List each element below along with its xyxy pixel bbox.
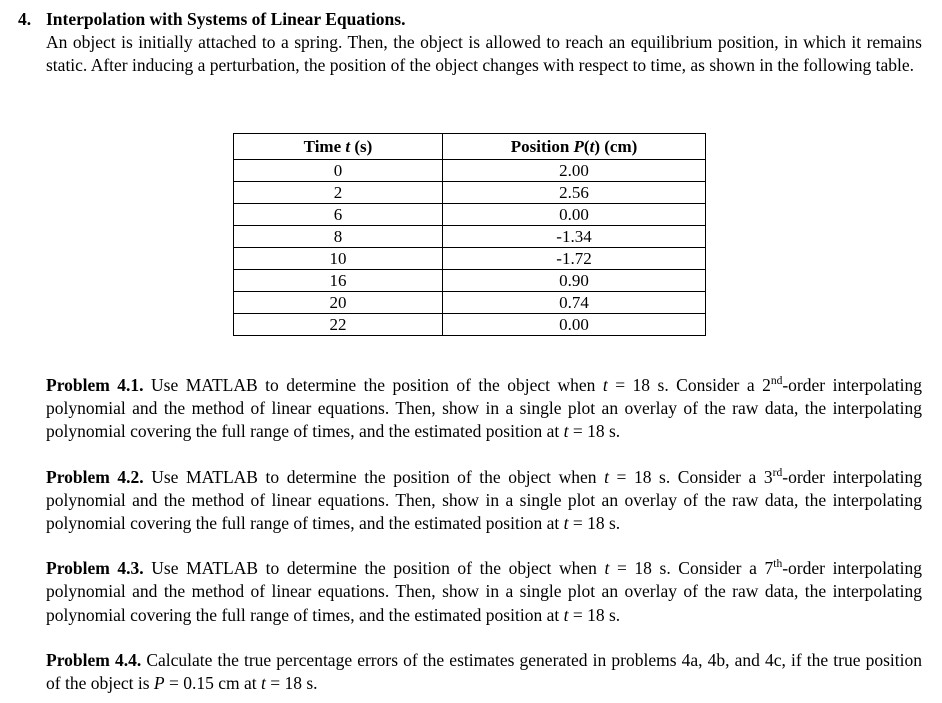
time-position-table [233,133,706,336]
problem-4-2-order-suffix: rd [772,466,783,479]
problem-4-1 [46,374,922,444]
problem-4-1-order-suffix: nd [770,375,783,388]
item-number-marker: 4. [18,9,32,29]
problem-4-2-var-t-second: t [563,513,569,534]
data-table-container [233,133,706,336]
table-row [234,160,706,182]
header-position-pre: Position [510,137,574,156]
cell-time: 20 [234,292,443,314]
problem-4-4-var-t: t [260,673,266,694]
problem-4-1-seg2: = 18 s. Consider a [607,375,763,395]
problem-4-1-seg3: -order interpolating polynomial and the method of linear equations. Then, show in a single plot an overlay of the raw data, the interpolating polynomial covering the full range of times, and the estimated position at [46,375,923,442]
cell-time: 0 [234,160,443,182]
problem-4-3-seg3: -order interpolating polynomial and the method of linear equations. Then, show in a single plot an overlay of the raw data, the interpolating polynomial covering the full range of times, and the estimated position at [46,558,922,625]
table-body [234,160,706,336]
problem-4-3-seg4: = 18 s. [568,604,621,625]
table-row [234,292,706,314]
item-body [46,8,922,77]
problem-4-3-order-suffix: th [773,558,783,571]
table-row [234,226,706,248]
problem-4-3-var-t-second: t [563,604,569,625]
cell-position: 0.00 [443,204,706,226]
problem-4-3-label: Problem 4.3. [46,558,144,579]
cell-position: -1.34 [443,226,706,248]
cell-time: 16 [234,270,443,292]
problem-4-1-order-number: 2 [762,375,771,395]
problem-4-2-seg4: = 18 s. [568,513,621,534]
problem-4-3 [46,557,922,627]
cell-position: 0.74 [443,292,706,314]
problem-4-2-seg2: = 18 s. Consider a [608,466,764,487]
column-header-time [234,134,443,160]
cell-position: 2.56 [443,182,706,204]
item-title: Interpolation with Systems of Linear Equations. [46,9,406,29]
problem-4-1-var-t-second: t [563,421,569,442]
problem-4-2-order-number: 3 [763,466,773,487]
problem-4-4-label: Problem 4.4. [46,649,142,670]
problem-4-4-seg1: Calculate the true percentage errors of the estimates generated in problems 4a, 4b, and 4c, if the true position of the object is [46,649,922,694]
problem-4-4-seg2: = 0.15 cm at [164,673,261,694]
table-header-row [234,134,706,160]
header-time-variable: t [345,137,351,156]
cell-position: 0.00 [443,314,706,336]
problem-4-3-var-t-first: t [604,558,610,579]
cell-time: 6 [234,204,443,226]
problem-4-3-order-number: 7 [764,558,774,579]
header-time-pre: Time [303,137,346,156]
table-row [234,182,706,204]
table-row [234,204,706,226]
problem-4-2-label: Problem 4.2. [46,466,144,487]
problem-4-2-seg3: -order interpolating polynomial and the method of linear equations. Then, show in a single plot an overlay of the raw data, the interpolating polynomial covering the full range of times, and the estimated position at [46,466,922,534]
problem-4-1-label: Problem 4.1. [46,375,144,395]
cell-time: 8 [234,226,443,248]
table-row [234,248,706,270]
table-row [234,314,706,336]
numbered-item-4 [18,8,924,77]
problem-4-2-seg1: Use MATLAB to determine the position of the object when [143,466,605,487]
problem-4-2-var-t-first: t [604,466,609,487]
cell-time: 10 [234,248,443,270]
cell-position: 0.90 [443,270,706,292]
problem-list [46,374,922,695]
problem-4-1-seg4: = 18 s. [568,421,621,442]
problem-4-3-seg2: = 18 s. Consider a [609,558,765,579]
header-position-paren-close: ) [594,137,600,156]
cell-position: -1.72 [443,248,706,270]
table-head [234,134,706,160]
problem-4-1-var-t-first: t [602,375,608,395]
cell-time: 2 [234,182,443,204]
header-position-variable-t: t [589,137,595,156]
problem-4-4 [46,649,922,695]
problem-4-1-seg1: Use MATLAB to determine the position of the object when [143,375,603,395]
problem-4-4-var-p: P [153,673,165,694]
problem-4-3-seg1: Use MATLAB to determine the position of the object when [143,558,605,579]
cell-position: 2.00 [443,160,706,182]
problem-4-2 [46,466,922,536]
table-row [234,270,706,292]
column-header-position [443,134,706,160]
cell-time: 22 [234,314,443,336]
header-position-post: (cm) [600,137,638,156]
header-position-paren-open: ( [583,137,590,156]
header-time-post: (s) [350,137,373,156]
intro-paragraph: An object is initially attached to a spring. Then, the object is allowed to reach an equilibrium position, in which it remains static. After inducing a perturbation, the position of the object changes with respect to time, as shown in the following table. [46,32,922,76]
problem-4-4-seg3: = 18 s. [265,673,318,694]
header-position-variable-p: P [573,137,584,156]
